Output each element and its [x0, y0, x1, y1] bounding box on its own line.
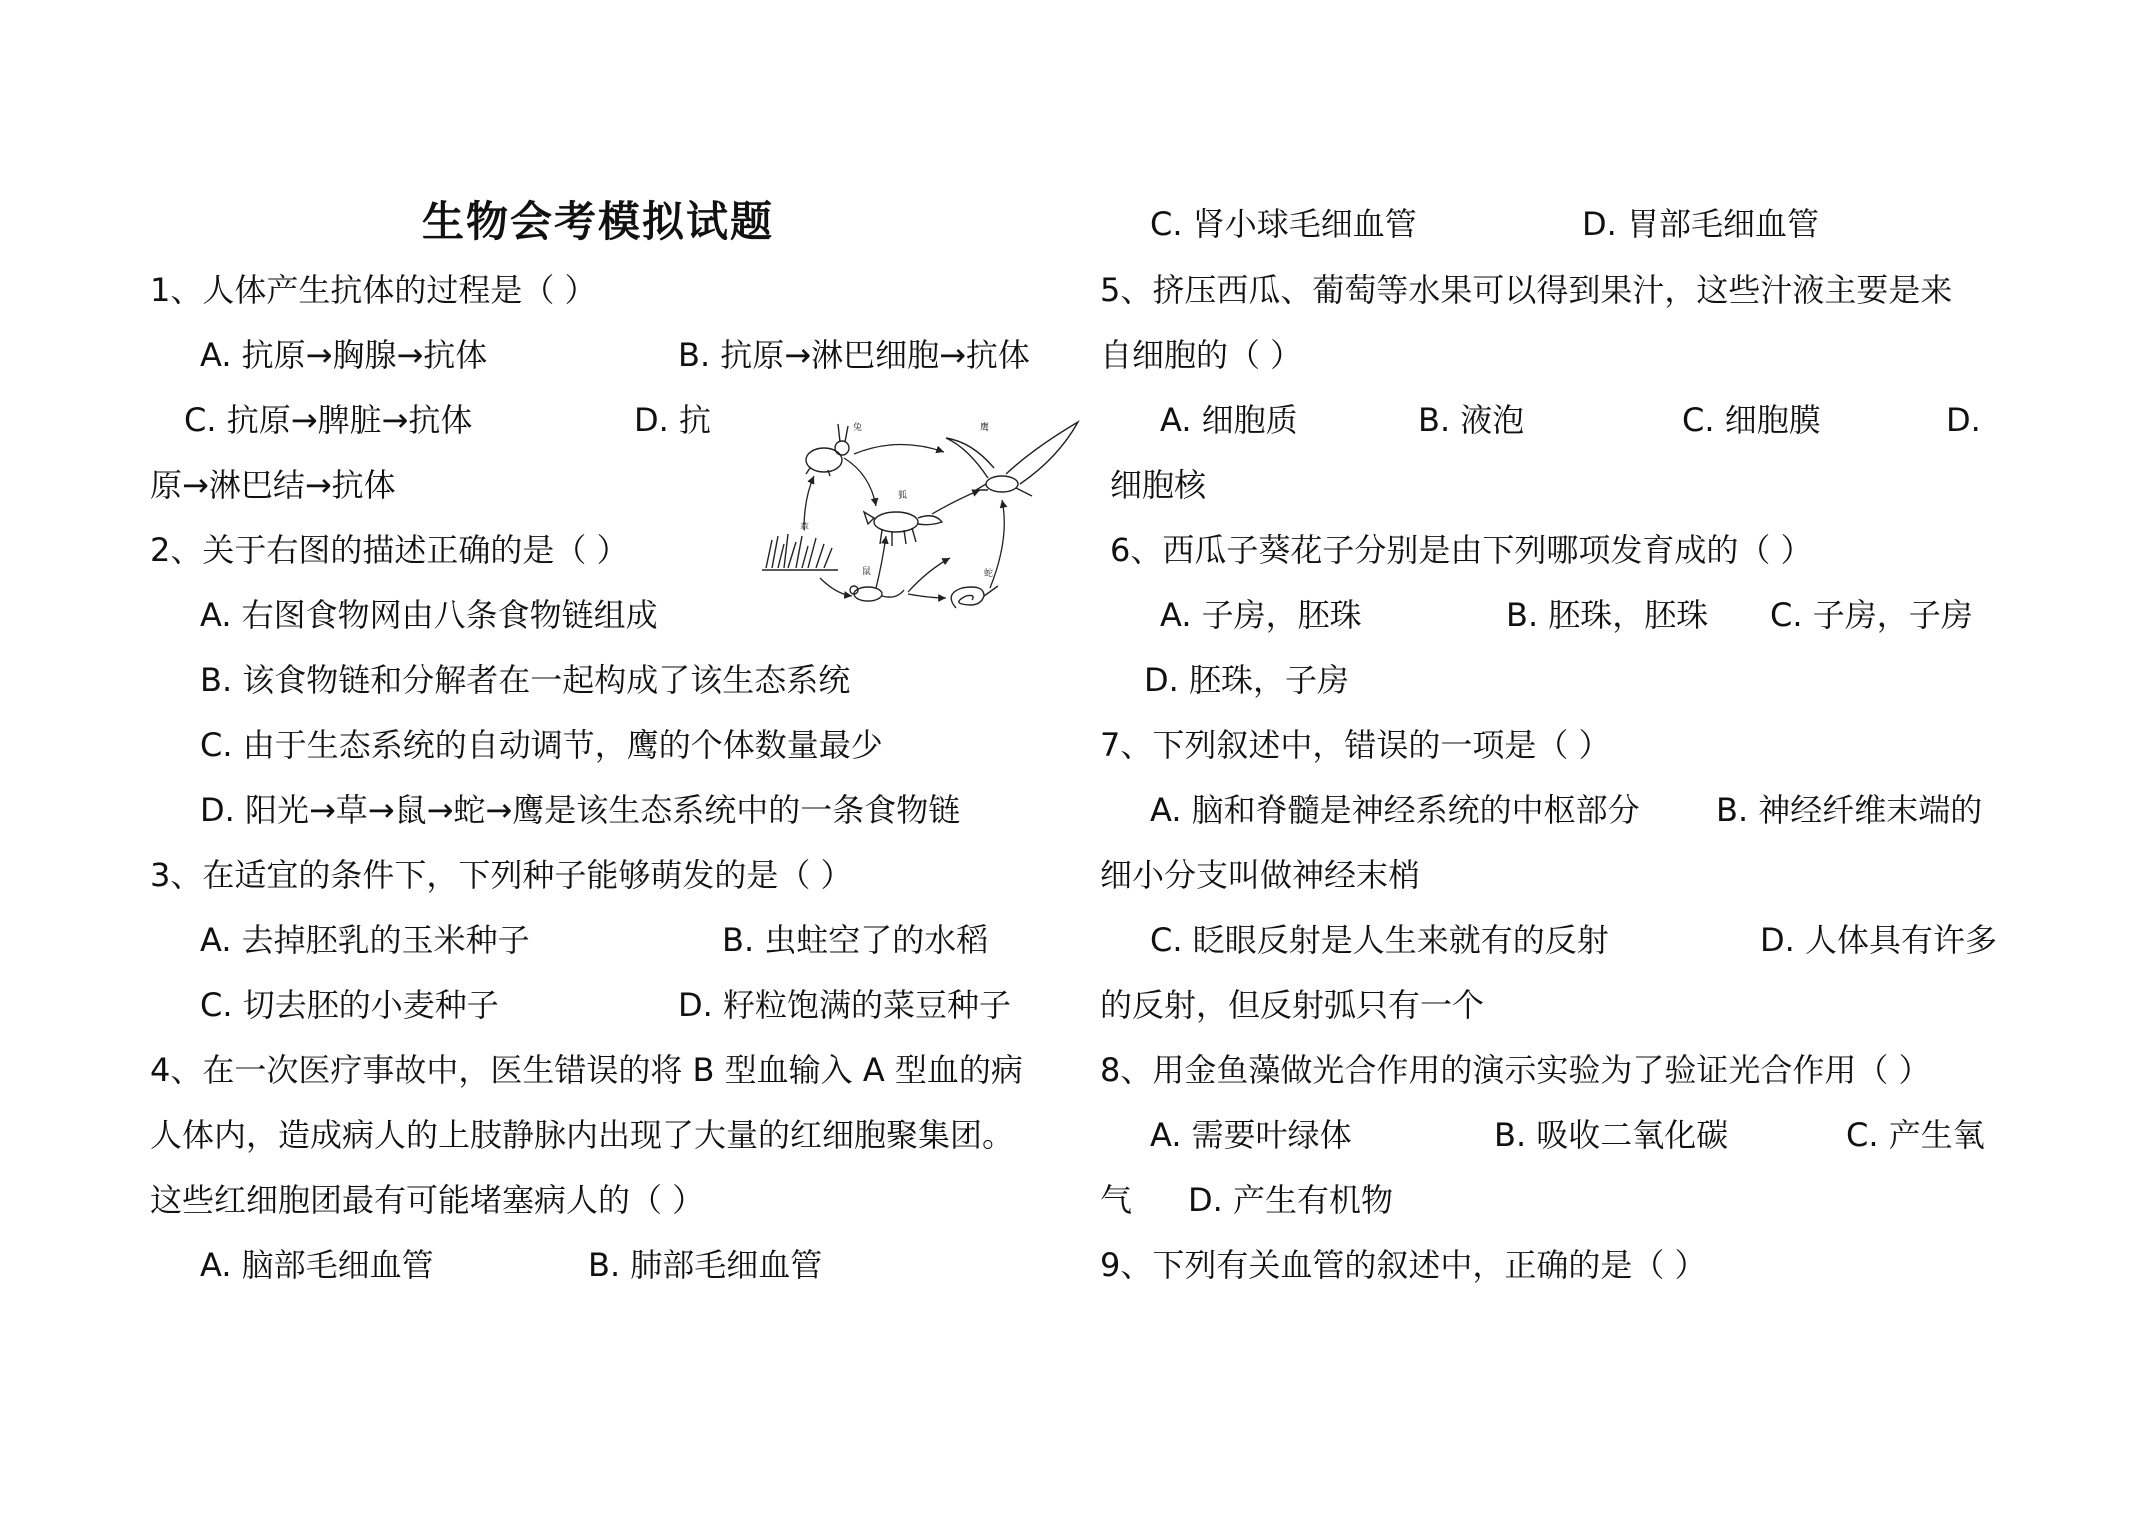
food-web-diagram — [758, 418, 1088, 628]
snake-icon — [951, 586, 998, 608]
q1-option-c: C. 抗原→脾脏→抗体 — [184, 401, 473, 439]
q2-option-b: B. 该食物链和分解者在一起构成了该生态系统 — [200, 661, 851, 699]
q1-stem: 1、人体产生抗体的过程是（ ） — [150, 271, 597, 309]
mouse-icon — [850, 586, 904, 601]
fox-icon — [864, 512, 942, 546]
q8-option-c: C. 产生氧 — [1846, 1116, 1985, 1154]
q6-option-a: A. 子房，胚珠 — [1160, 596, 1362, 634]
q6-option-d: D. 胚珠，子房 — [1144, 661, 1349, 699]
q5-stem-line1: 5、挤压西瓜、葡萄等水果可以得到果汁，这些汁液主要是来 — [1100, 271, 1953, 309]
rabbit-label: 兔 — [853, 423, 863, 433]
q8-stem: 8、用金鱼藻做光合作用的演示实验为了验证光合作用（ ） — [1100, 1051, 1931, 1089]
q4-option-c: C. 肾小球毛细血管 — [1150, 205, 1417, 243]
q7-stem: 7、下列叙述中，错误的一项是（ ） — [1100, 726, 1611, 764]
q3-option-a: A. 去掉胚乳的玉米种子 — [200, 921, 530, 959]
q1-option-a: A. 抗原→胸腺→抗体 — [200, 336, 488, 374]
q6-option-b: B. 胚珠，胚珠 — [1506, 596, 1709, 634]
q3-option-c: C. 切去胚的小麦种子 — [200, 986, 499, 1024]
rabbit-icon — [806, 424, 849, 476]
q8-option-d: D. 产生有机物 — [1188, 1181, 1393, 1219]
q7-option-a: A. 脑和脊髓是神经系统的中枢部分 — [1150, 791, 1640, 829]
q3-option-d: D. 籽粒饱满的菜豆种子 — [678, 986, 1011, 1024]
q8-option-b: B. 吸收二氧化碳 — [1494, 1116, 1729, 1154]
grass-icon — [762, 534, 838, 570]
q2-stem: 2、关于右图的描述正确的是（ ） — [150, 531, 629, 569]
fox-label: 狐 — [898, 491, 908, 501]
q4-stem-line2: 人体内，造成病人的上肢静脉内出现了大量的红细胞聚集团。 — [150, 1116, 1015, 1154]
q5-option-b: B. 液泡 — [1418, 401, 1525, 439]
q7-option-d-cont: 的反射，但反射弧只有一个 — [1100, 986, 1485, 1024]
q9-stem: 9、下列有关血管的叙述中，正确的是（ ） — [1100, 1246, 1707, 1284]
q4-option-a: A. 脑部毛细血管 — [200, 1246, 434, 1284]
q4-option-b: B. 肺部毛细血管 — [588, 1246, 823, 1284]
q7-option-b: B. 神经纤维末端的 — [1716, 791, 1983, 829]
q5-option-a: A. 细胞质 — [1160, 401, 1298, 439]
q1-option-b: B. 抗原→淋巴细胞→抗体 — [678, 336, 1030, 374]
food-web-figure — [758, 418, 1088, 628]
mouse-label: 鼠 — [862, 567, 872, 577]
grass-label: 草 — [800, 523, 810, 533]
food-web-arrows — [804, 444, 1004, 598]
q5-option-c: C. 细胞膜 — [1682, 401, 1821, 439]
q5-stem-line2: 自细胞的（ ） — [1100, 336, 1303, 374]
eagle-label: 鹰 — [980, 423, 990, 433]
q2-option-c: C. 由于生态系统的自动调节，鹰的个体数量最少 — [200, 726, 883, 764]
q6-stem: 6、西瓜子葵花子分别是由下列哪项发育成的（ ） — [1110, 531, 1813, 569]
q3-stem: 3、在适宜的条件下，下列种子能够萌发的是（ ） — [150, 856, 853, 894]
q5-option-d: D. — [1946, 401, 1981, 439]
q3-option-b: B. 虫蛀空了的水稻 — [722, 921, 989, 959]
eagle-icon — [946, 422, 1078, 496]
q4-stem-line3: 这些红细胞团最有可能堵塞病人的（ ） — [150, 1181, 705, 1219]
q2-option-d: D. 阳光→草→鼠→蛇→鹰是该生态系统中的一条食物链 — [200, 791, 961, 829]
q8-option-a: A. 需要叶绿体 — [1150, 1116, 1352, 1154]
q8-option-c-cont: 气 — [1100, 1181, 1133, 1219]
snake-label: 蛇 — [984, 569, 994, 579]
q5-option-d-cont: 细胞核 — [1110, 466, 1207, 504]
q4-option-d: D. 胃部毛细血管 — [1582, 205, 1819, 243]
q7-option-b-cont: 细小分支叫做神经末梢 — [1100, 856, 1421, 894]
page-title: 生物会考模拟试题 — [422, 197, 775, 246]
q6-option-c: C. 子房，子房 — [1770, 596, 1973, 634]
q1-option-d: D. 抗 — [634, 401, 711, 439]
q7-option-d: D. 人体具有许多 — [1760, 921, 1997, 959]
q2-option-a: A. 右图食物网由八条食物链组成 — [200, 596, 658, 634]
q7-option-c: C. 眨眼反射是人生来就有的反射 — [1150, 921, 1609, 959]
q1-option-d-cont: 原→淋巴结→抗体 — [150, 466, 396, 504]
q4-stem-line1: 4、在一次医疗事故中，医生错误的将 B 型血输入 A 型血的病 — [150, 1051, 1023, 1089]
